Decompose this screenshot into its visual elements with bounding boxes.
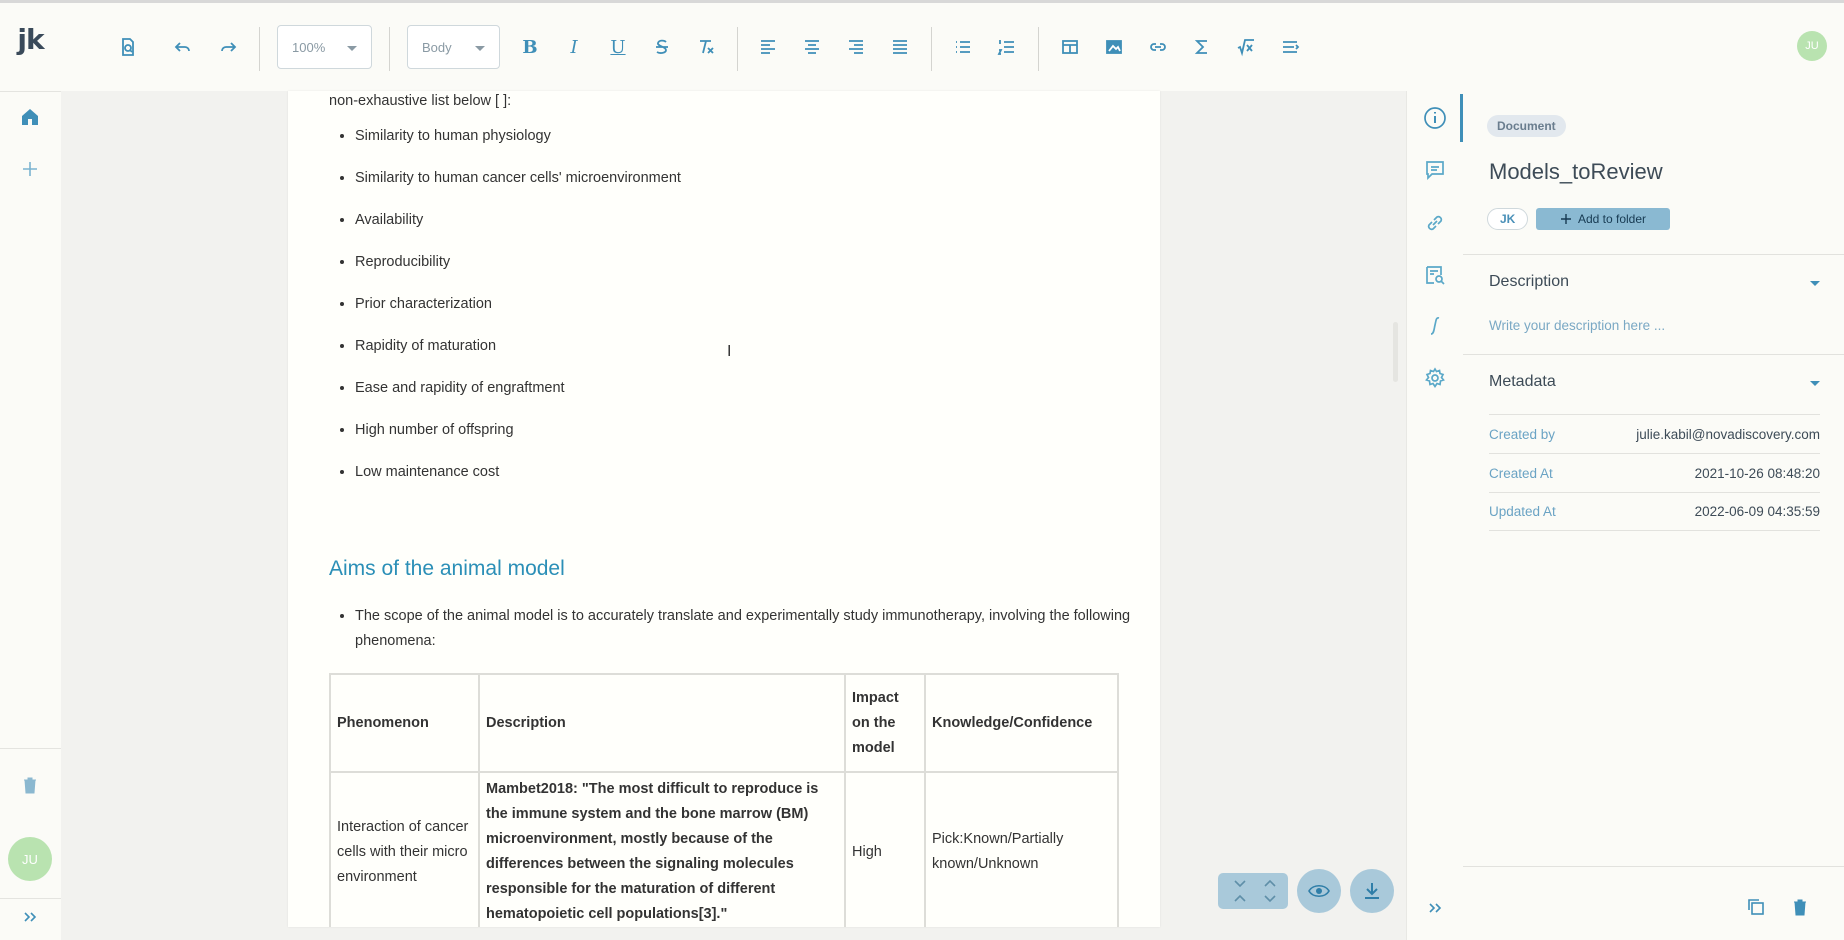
divider xyxy=(1463,254,1844,255)
list-item: • Low maintenance cost xyxy=(355,463,681,505)
insert-link-icon[interactable] xyxy=(1143,33,1173,61)
text-style-select[interactable] xyxy=(407,25,500,69)
add-to-folder-label: Add to folder xyxy=(1577,212,1647,226)
metadata-value: julie.kabil@novadiscovery.com xyxy=(1636,426,1820,442)
description-input[interactable]: Write your description here ... xyxy=(1489,318,1666,333)
bold-icon: B xyxy=(522,36,538,58)
bold-button[interactable] xyxy=(515,33,545,61)
download-icon[interactable] xyxy=(1350,869,1394,913)
trash-icon[interactable] xyxy=(16,771,44,799)
find-in-document-icon[interactable] xyxy=(113,33,143,61)
strikethrough-icon[interactable] xyxy=(647,33,677,61)
align-left-icon[interactable] xyxy=(753,33,783,61)
integral-icon[interactable] xyxy=(1421,312,1449,340)
comments-icon[interactable] xyxy=(1421,156,1449,184)
description-section-title[interactable]: Description xyxy=(1489,273,1570,290)
underline-icon: U xyxy=(610,36,626,58)
text-style-value: Body xyxy=(422,39,452,55)
info-icon[interactable] xyxy=(1421,104,1449,132)
list-item: • Similarity to human physiology xyxy=(355,127,681,169)
app-logo[interactable]: jk xyxy=(17,23,44,56)
plus-icon xyxy=(1560,213,1572,225)
document-type-badge: Document xyxy=(1487,115,1566,137)
divider xyxy=(1463,866,1844,867)
table-header-cell: Impact on the model xyxy=(845,674,925,772)
criteria-list xyxy=(329,127,681,505)
chevron-down-icon xyxy=(347,46,357,51)
table-header-cell: Phenomenon xyxy=(330,674,479,772)
table-header-row xyxy=(330,674,1118,772)
metadata-section-title[interactable]: Metadata xyxy=(1489,373,1556,390)
scope-list xyxy=(329,604,1155,654)
links-icon[interactable] xyxy=(1421,209,1449,237)
review-search-icon[interactable] xyxy=(1421,261,1449,289)
chevron-down-icon[interactable] xyxy=(1810,381,1820,386)
left-rail xyxy=(0,3,62,940)
list-item: • Reproducibility xyxy=(355,253,681,295)
bulleted-list-icon[interactable] xyxy=(948,33,978,61)
sum-icon[interactable] xyxy=(1187,33,1217,61)
divider xyxy=(0,898,61,899)
home-icon[interactable] xyxy=(16,103,44,131)
redo-icon[interactable] xyxy=(213,33,243,61)
align-center-icon[interactable] xyxy=(797,33,827,61)
toolbar-divider xyxy=(259,27,260,71)
document-title[interactable]: Models_toReview xyxy=(1489,159,1663,184)
add-to-folder-button[interactable] xyxy=(1536,208,1670,230)
section-heading: Aims of the animal model xyxy=(329,557,565,580)
numbered-list-icon[interactable] xyxy=(992,33,1022,61)
list-item: • Availability xyxy=(355,211,681,253)
collapse-expand-button[interactable] xyxy=(1218,873,1288,909)
zoom-value: 100% xyxy=(292,39,326,55)
table-cell: High xyxy=(845,772,925,927)
table-header-cell: Knowledge/Confidence xyxy=(925,674,1118,772)
toolbar-user-avatar[interactable]: JU xyxy=(1797,31,1827,61)
table-cell: Interaction of cancer cells with their micro environment xyxy=(330,772,479,927)
table-cell: Pick:Known/Partially known/Unknown xyxy=(925,772,1118,927)
toolbar-divider xyxy=(931,27,932,71)
intro-text: non-exhaustive list below [ ]: xyxy=(329,93,512,109)
metadata-row xyxy=(1489,454,1820,493)
table-cell: Mambet2018: "The most difficult to reproduce is the immune system and the bone marrow (BM) microenvironment, mostly because of the differences between the signaling molecules responsible for the maturation of different hematopoietic cell populations[3]." xyxy=(479,772,845,927)
list-item: • The scope of the animal model is to accurately translate and experimentally study immunotherapy, involving the following phenomena: xyxy=(355,604,1155,654)
expand-panel-icon[interactable] xyxy=(1421,894,1449,922)
list-item: • Ease and rapidity of engraftment xyxy=(355,379,681,421)
delete-icon[interactable] xyxy=(1787,894,1813,920)
metadata-key: Updated At xyxy=(1489,503,1556,519)
toolbar-divider xyxy=(737,27,738,71)
toolbar-divider xyxy=(389,27,390,71)
metadata-key: Created by xyxy=(1489,426,1556,442)
document-page[interactable] xyxy=(288,91,1160,927)
user-avatar[interactable]: JU xyxy=(8,837,52,881)
italic-button[interactable] xyxy=(559,33,589,61)
owner-tag[interactable]: JK xyxy=(1487,208,1528,230)
chevron-down-icon[interactable] xyxy=(1810,281,1820,286)
metadata-value: 2021-10-26 08:48:20 xyxy=(1694,465,1820,481)
metadata-value: 2022-06-09 04:35:59 xyxy=(1694,503,1820,519)
underline-button[interactable] xyxy=(603,33,633,61)
document-scrollbar[interactable] xyxy=(1393,322,1398,382)
metadata-row xyxy=(1489,415,1820,454)
formula-icon[interactable] xyxy=(1231,33,1261,61)
more-options-icon[interactable] xyxy=(1275,33,1305,61)
document-info-panel xyxy=(1463,91,1844,940)
insert-image-icon[interactable] xyxy=(1099,33,1129,61)
zoom-select[interactable] xyxy=(277,25,372,69)
clear-formatting-icon[interactable] xyxy=(691,33,721,61)
editor-toolbar xyxy=(61,3,1844,92)
expand-sidebar-icon[interactable] xyxy=(16,903,44,931)
toolbar-divider xyxy=(1038,27,1039,71)
panel-tabs xyxy=(1406,91,1464,940)
text-cursor-icon: I xyxy=(727,343,732,360)
undo-icon[interactable] xyxy=(168,33,198,61)
metadata-row xyxy=(1489,492,1820,531)
divider xyxy=(0,748,61,749)
list-item: • Similarity to human cancer cells' microenvironment xyxy=(355,169,681,211)
table-header-cell: Description xyxy=(479,674,845,772)
phenomena-table xyxy=(329,673,1119,927)
table-row xyxy=(330,772,1118,927)
settings-gear-icon[interactable] xyxy=(1421,364,1449,392)
duplicate-icon[interactable] xyxy=(1743,894,1769,920)
justify-icon[interactable] xyxy=(885,33,915,61)
divider xyxy=(0,91,61,92)
list-item: • Rapidity of maturation xyxy=(355,337,681,379)
align-right-icon[interactable] xyxy=(841,33,871,61)
list-item: • High number of offspring xyxy=(355,421,681,463)
list-item: • Prior characterization xyxy=(355,295,681,337)
chevron-down-icon xyxy=(475,46,485,51)
metadata-key: Created At xyxy=(1489,465,1553,481)
insert-table-icon[interactable] xyxy=(1055,33,1085,61)
divider xyxy=(1463,354,1844,355)
italic-icon: I xyxy=(570,36,578,58)
add-icon[interactable] xyxy=(16,155,44,183)
preview-eye-icon[interactable] xyxy=(1297,869,1341,913)
